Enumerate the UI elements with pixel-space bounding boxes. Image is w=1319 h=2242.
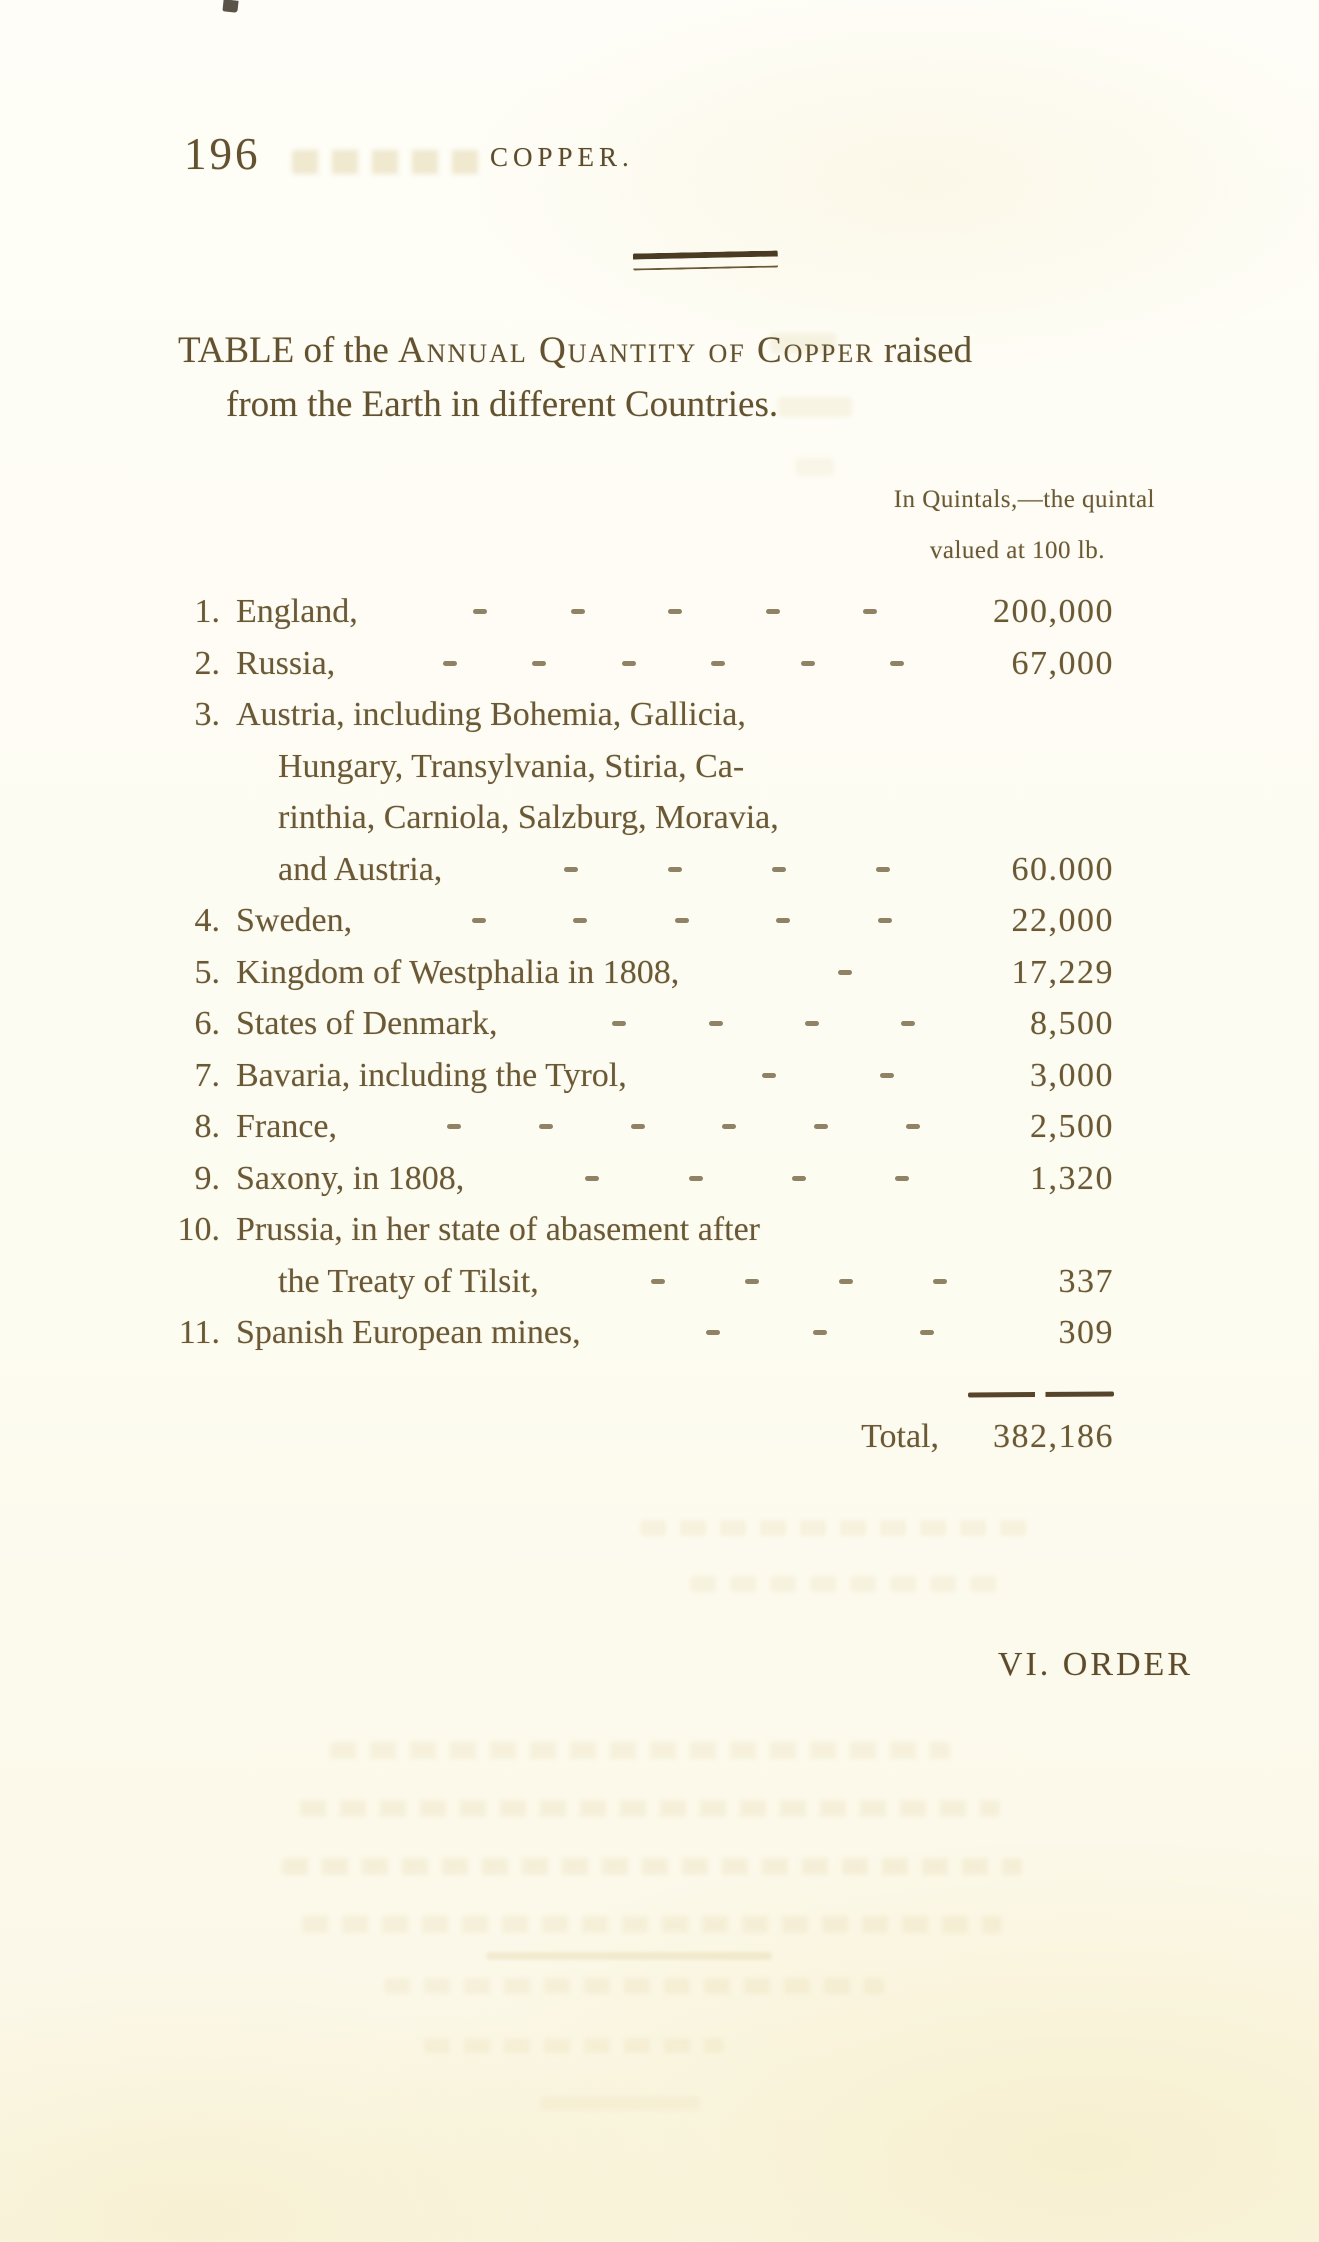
row-final-line — [236, 947, 1114, 999]
dash-icon — [473, 609, 487, 614]
dash-icon — [443, 661, 457, 666]
row-number: 9. — [194, 1159, 220, 1197]
row-final-line — [236, 998, 1114, 1050]
table-row — [166, 689, 1114, 895]
dash-icon — [920, 1330, 934, 1335]
dash-icon — [706, 1330, 720, 1335]
row-body — [236, 586, 1114, 638]
ink-mark — [222, 0, 238, 13]
dash-icon — [571, 609, 585, 614]
row-final-line — [236, 638, 1114, 690]
row-label: Spanish European mines, — [236, 1314, 581, 1351]
title-suffix: raised — [874, 330, 973, 371]
dash-leaders — [358, 586, 993, 638]
row-value: 60.000 — [1011, 850, 1114, 888]
table-row — [166, 895, 1114, 947]
dash-icon — [622, 661, 636, 666]
bleed-through-ghost — [640, 1520, 1030, 1536]
table-title — [178, 326, 1158, 430]
bleed-through-ghost — [796, 458, 834, 476]
dash-icon — [539, 1124, 553, 1129]
dash-icon — [906, 1124, 920, 1129]
row-label: Russia, — [236, 644, 336, 682]
dash-icon — [689, 1176, 703, 1181]
row-value: 2,500 — [1030, 1108, 1114, 1145]
dash-icon — [668, 609, 682, 614]
table-title-line1 — [178, 326, 1158, 376]
row-value: 3,000 — [1030, 1056, 1114, 1094]
table-row — [166, 1050, 1114, 1102]
bleed-through-ghost — [300, 1800, 1000, 1817]
catchword: VI. ORDER — [997, 1646, 1193, 1683]
dash-leaders — [442, 844, 1011, 896]
unit-note-line1: In Quintals,—the quintal — [893, 486, 1155, 513]
dash-icon — [814, 1124, 828, 1129]
dash-icon — [839, 1279, 853, 1284]
row-final-line — [236, 895, 1114, 947]
row-body — [236, 947, 1114, 999]
dash-icon — [675, 918, 689, 923]
row-number: 11. — [178, 1314, 220, 1351]
row-body — [236, 638, 1114, 690]
bleed-through-ghost — [302, 1916, 1002, 1933]
table-row — [166, 1307, 1114, 1359]
running-head: COPPER. — [490, 142, 634, 172]
title-prefix: TABLE of the — [178, 330, 399, 371]
row-body — [236, 1204, 1114, 1307]
dash-leaders — [335, 638, 1011, 690]
row-value: 8,500 — [1030, 1005, 1114, 1042]
row-final-line — [278, 1256, 1114, 1308]
dash-leaders — [539, 1256, 1059, 1308]
dash-leaders — [498, 998, 1030, 1050]
row-final-line — [236, 1153, 1114, 1205]
row-body — [236, 998, 1114, 1050]
dash-icon — [805, 1021, 819, 1026]
row-value: 17,229 — [1011, 953, 1114, 991]
dash-icon — [863, 609, 877, 614]
dash-icon — [532, 661, 546, 666]
row-body — [236, 1101, 1114, 1153]
row-label: Saxony, in 1808, — [236, 1159, 465, 1197]
table-row — [166, 998, 1114, 1050]
table-row — [166, 1204, 1114, 1307]
row-label: France, — [236, 1108, 338, 1145]
dash-icon — [668, 867, 682, 872]
row-label: Sweden, — [236, 902, 353, 939]
table-row — [166, 638, 1114, 690]
total-label: Total, — [861, 1418, 939, 1455]
row-number: 2. — [194, 644, 220, 682]
dash-leaders — [337, 1101, 1030, 1153]
row-value: 67,000 — [1011, 644, 1114, 682]
row-value: 1,320 — [1030, 1159, 1114, 1197]
dash-icon — [801, 661, 815, 666]
dash-leaders — [627, 1050, 1030, 1102]
title-smallcaps: Annual Quantity of Copper — [398, 330, 875, 371]
dash-icon — [722, 1124, 736, 1129]
row-body — [236, 689, 1114, 895]
total-value: 382,186 — [993, 1418, 1114, 1455]
dash-icon — [709, 1021, 723, 1026]
section-divider-rule — [633, 250, 778, 270]
dash-icon — [776, 918, 790, 923]
dash-icon — [813, 1330, 827, 1335]
dash-icon — [838, 970, 852, 975]
row-number: 4. — [194, 902, 220, 939]
bleed-through-ghost — [282, 1858, 1022, 1875]
row-number: 10. — [177, 1211, 220, 1248]
dash-icon — [745, 1279, 759, 1284]
dash-icon — [792, 1176, 806, 1181]
row-label: Kingdom of Westphalia in 1808, — [236, 953, 680, 991]
unit-note-line2: valued at 100 lb. — [929, 537, 1105, 564]
dash-icon — [711, 661, 725, 666]
row-body — [236, 1050, 1114, 1102]
row-number: 8. — [194, 1108, 220, 1145]
bleed-through-ghost — [330, 1742, 950, 1759]
dash-icon — [631, 1124, 645, 1129]
dash-icon — [472, 918, 486, 923]
page-number: 196 — [184, 129, 261, 179]
row-number: 5. — [194, 953, 220, 991]
bleed-through-ghost — [424, 2038, 724, 2053]
row-body — [236, 1153, 1114, 1205]
dash-icon — [651, 1279, 665, 1284]
total-row — [166, 1412, 1114, 1462]
dash-leaders — [464, 1153, 1030, 1205]
row-text-line: Austria, including Bohemia, Gallicia, — [236, 696, 746, 733]
table-row — [166, 1101, 1114, 1153]
bleed-through-ghost — [384, 1978, 884, 1994]
row-value: 337 — [1058, 1262, 1114, 1300]
total-rule — [968, 1391, 1114, 1397]
row-value: 309 — [1058, 1314, 1114, 1351]
row-label: States of Denmark, — [236, 1005, 498, 1042]
row-number: 7. — [194, 1056, 220, 1094]
bleed-through-ghost — [540, 2096, 700, 2110]
row-label: and Austria, — [278, 850, 443, 888]
dash-icon — [895, 1176, 909, 1181]
row-label: the Treaty of Tilsit, — [278, 1262, 539, 1300]
dash-leaders — [352, 895, 1011, 947]
dash-icon — [876, 867, 890, 872]
dash-icon — [901, 1021, 915, 1026]
dash-icon — [585, 1176, 599, 1181]
row-text-line: Hungary, Transylvania, Stiria, Ca- — [278, 747, 745, 785]
bleed-through-ghost — [292, 150, 480, 174]
dash-icon — [762, 1073, 776, 1078]
row-final-line — [236, 586, 1114, 638]
table-row — [166, 586, 1114, 638]
row-final-line — [236, 1307, 1114, 1359]
row-number: 3. — [194, 696, 220, 733]
bleed-through-ghost — [690, 1576, 1000, 1592]
row-text-line: Prussia, in her state of abasement after — [236, 1211, 760, 1248]
dash-icon — [933, 1279, 947, 1284]
row-final-line — [236, 1101, 1114, 1153]
table-row — [166, 947, 1114, 999]
row-final-line — [278, 844, 1114, 896]
dash-leaders — [679, 947, 1011, 999]
dash-leaders — [581, 1307, 1059, 1359]
table-rows — [166, 586, 1114, 1359]
row-final-line — [236, 1050, 1114, 1102]
row-body — [236, 895, 1114, 947]
table-row — [166, 1153, 1114, 1205]
row-body — [236, 1307, 1114, 1359]
dash-icon — [447, 1124, 461, 1129]
row-number: 1. — [194, 593, 220, 630]
table-title-line2: from the Earth in different Countries. — [226, 384, 779, 425]
row-value: 22,000 — [1011, 902, 1114, 939]
dash-icon — [612, 1021, 626, 1026]
row-label: Bavaria, including the Tyrol, — [236, 1056, 627, 1094]
dash-icon — [564, 867, 578, 872]
dash-icon — [573, 918, 587, 923]
dash-icon — [880, 1073, 894, 1078]
dash-icon — [772, 867, 786, 872]
dash-icon — [890, 661, 904, 666]
bleed-through-ghost — [486, 1952, 772, 1960]
row-number: 6. — [194, 1005, 220, 1042]
row-label: England, — [236, 593, 358, 630]
row-value: 200,000 — [993, 593, 1114, 630]
dash-icon — [766, 609, 780, 614]
dash-icon — [878, 918, 892, 923]
row-text-line: rinthia, Carniola, Salzburg, Moravia, — [278, 799, 779, 836]
